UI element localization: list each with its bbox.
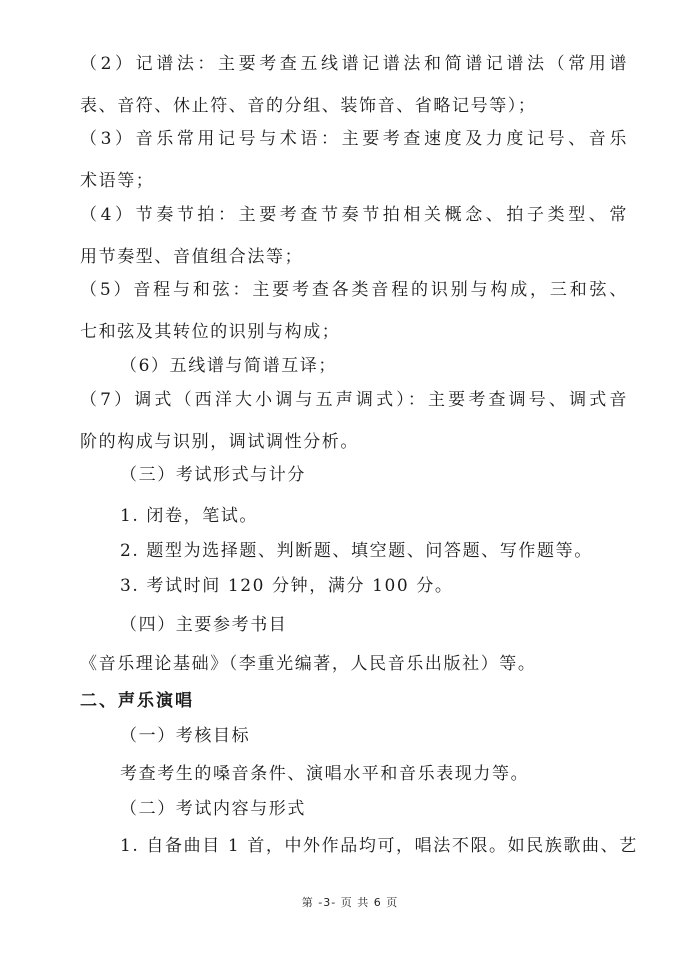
paragraph-line: （2）记谱法：主要考查五线谱记谱法和简谱记谱法（常用谱 [80,54,628,74]
paragraph-line: 用节奏型、音值组合法等； [80,247,304,267]
paragraph-line: 术语等； [80,171,155,191]
paragraph-line: 阶的构成与识别，调试调性分析。 [80,432,359,452]
paragraph-line: 七和弦及其转位的识别与构成； [80,322,341,342]
paragraph-line: 表、音符、休止符、音的分组、装饰音、省略记号等）； [80,96,537,116]
section-subheading: （二）考试内容与形式 [120,799,306,819]
list-item: 2. 题型为选择题、判断题、填空题、问答题、写作题等。 [120,541,593,561]
section-subheading: （四）主要参考书目 [120,615,288,635]
paragraph-line: 考查考生的嗓音条件、演唱水平和音乐表现力等。 [120,764,530,784]
paragraph-line: （3）音乐常用记号与术语：主要考查速度及力度记号、音乐 [80,129,628,149]
paragraph-line: 1. 自备曲目 1 首，中外作品均可，唱法不限。如民族歌曲、艺 [120,836,638,856]
paragraph-line: （7）调式（西洋大小调与五声调式）：主要考查调号、调式音 [80,390,628,410]
page-number-footer: 第 -3- 页 共 6 页 [301,896,399,909]
list-item: 1. 闭卷，笔试。 [120,506,259,526]
paragraph-line: （5）音程与和弦：主要考查各类音程的识别与构成，三和弦、 [80,280,628,300]
paragraph-line: （6）五线谱与简谱互译； [120,356,338,376]
section-subheading: （三）考试形式与计分 [120,465,306,485]
section-subheading: （一）考核目标 [120,726,251,746]
reference-line: 《音乐理论基础》（李重光编著，人民音乐出版社）等。 [80,654,537,674]
paragraph-line: （4）节奏节拍：主要考查节奏节拍相关概念、拍子类型、常 [80,205,628,225]
section-heading: 二、声乐演唱 [80,691,194,711]
list-item: 3. 考试时间 120 分钟，满分 100 分。 [120,576,454,596]
